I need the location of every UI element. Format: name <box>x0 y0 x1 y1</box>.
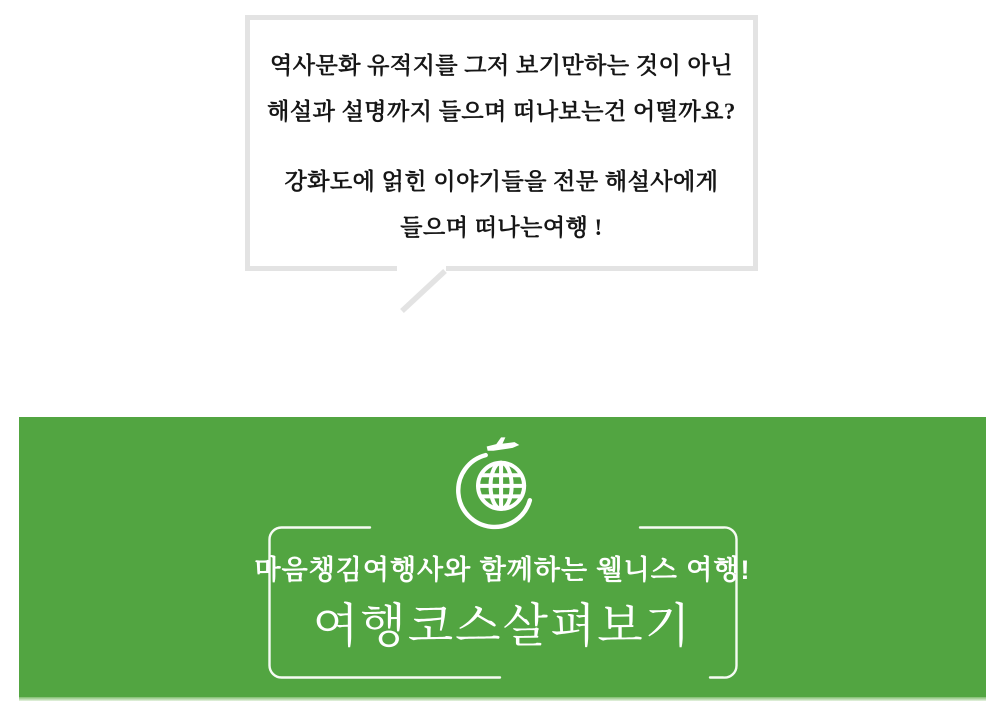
speech-bubble-box <box>245 15 758 271</box>
travel-course-banner[interactable] <box>19 417 986 697</box>
bubble-text-line: 들으며 떠나는여행 ! <box>400 215 603 240</box>
airplane-icon <box>486 437 519 450</box>
speech-bubble <box>245 15 758 271</box>
bubble-text-line: 강화도에 얽힌 이야기들을 전문 해설사에게 <box>284 169 719 194</box>
bubble-tail-icon <box>385 265 455 321</box>
globe-airplane-icon <box>455 434 551 530</box>
banner-subtitle: 마음챙김여행사와 함께하는 웰니스 여행! <box>254 555 751 585</box>
banner-title: 여행코스살펴보기 <box>312 599 693 652</box>
bubble-text-line: 역사문화 유적지를 그저 보기만하는 것이 아닌 <box>270 53 733 78</box>
bubble-text-line: 해설과 설명까지 들으며 떠나보는건 어떨까요? <box>267 99 736 124</box>
